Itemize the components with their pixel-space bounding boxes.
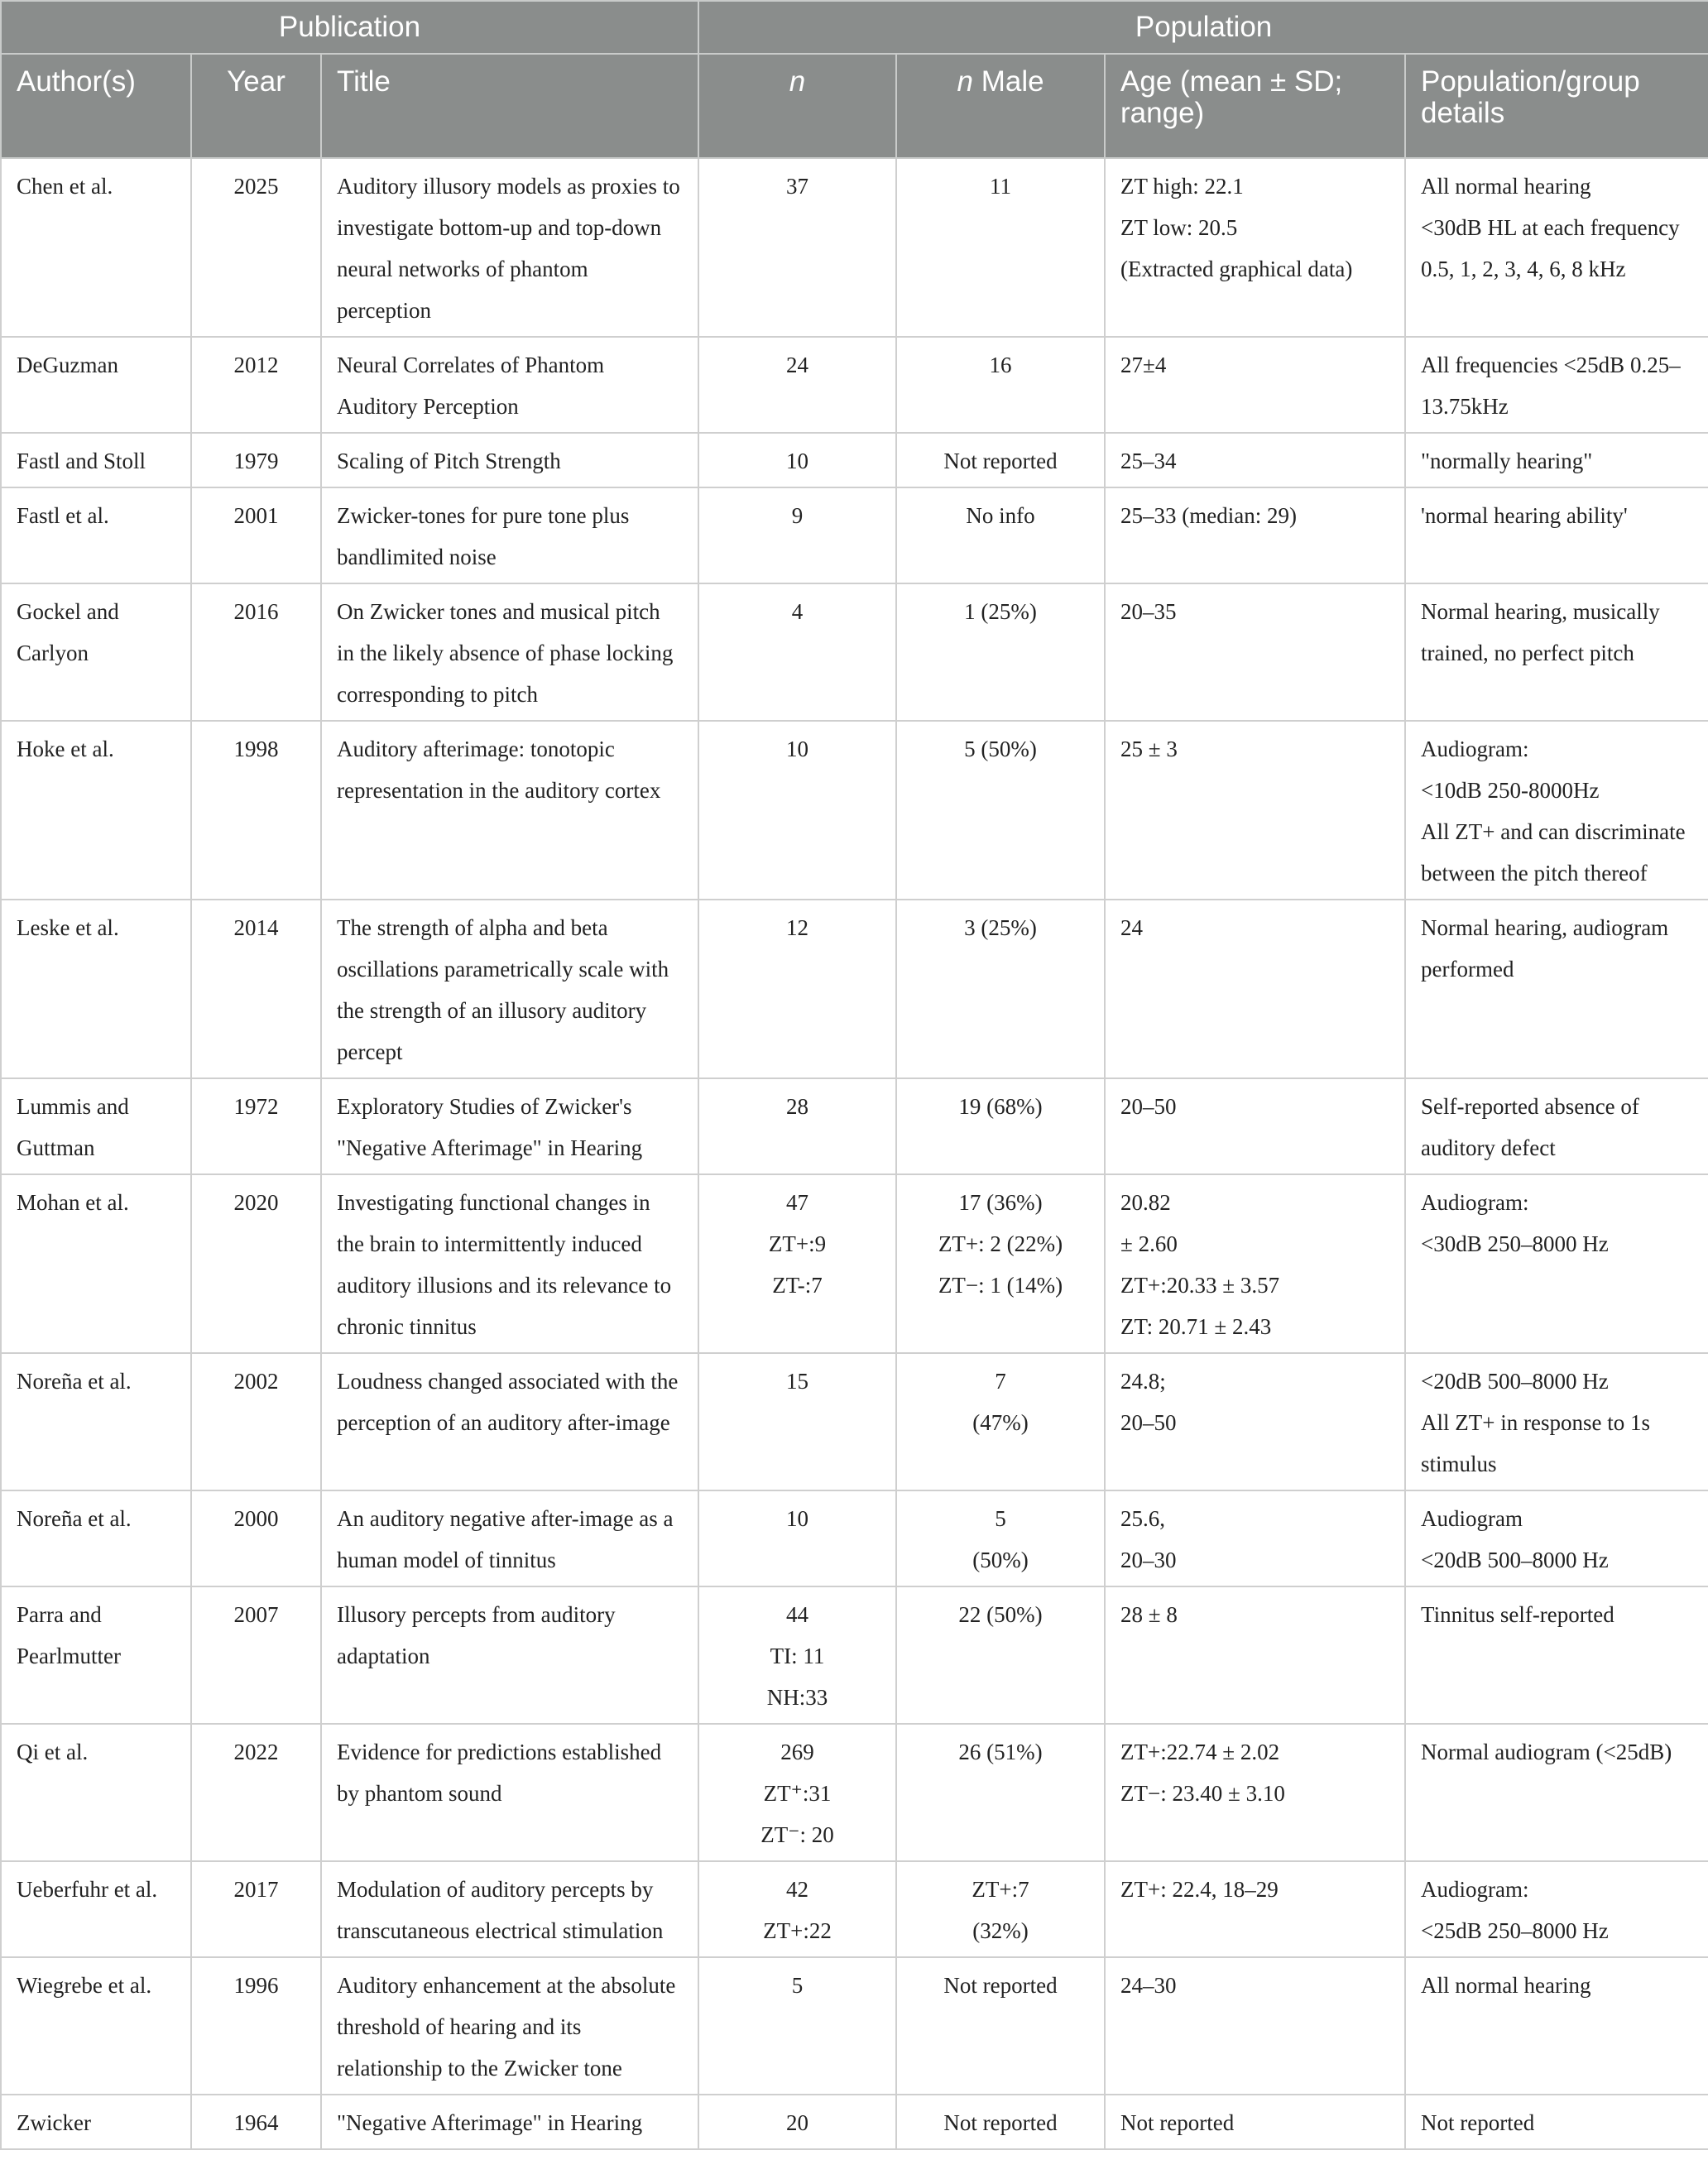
cell-title: "Negative Afterimage" in Hearing — [321, 2095, 698, 2149]
cell-title: The strength of alpha and beta oscillations parametrically scale with the strength of an illusory auditory percept — [321, 900, 698, 1078]
cell-year: 1964 — [191, 2095, 321, 2149]
cell-title: Illusory percepts from auditory adaptation — [321, 1586, 698, 1724]
col-header-details: Population/group details — [1405, 54, 1708, 158]
cell-details — [1405, 583, 1708, 721]
cell-n — [698, 1353, 896, 1490]
cell-details — [1405, 158, 1708, 337]
cell-n-male-line: Not reported — [943, 1973, 1058, 1998]
cell-age-line: 24–30 — [1120, 1973, 1177, 1998]
cell-n — [698, 900, 896, 1078]
cell-age-line: 25 ± 3 — [1120, 737, 1178, 761]
cell-n-male-line: No info — [966, 503, 1035, 528]
cell-n-male-line: ZT+:7 — [972, 1877, 1029, 1902]
cell-details — [1405, 1078, 1708, 1174]
cell-age — [1105, 1078, 1405, 1174]
cell-age-line: (Extracted graphical data) — [1120, 257, 1353, 281]
cell-details-line: Normal audiogram (<25dB) — [1421, 1740, 1672, 1764]
cell-details — [1405, 900, 1708, 1078]
cell-n-line: 9 — [791, 503, 804, 528]
cell-n-male — [896, 1078, 1105, 1174]
cell-age — [1105, 433, 1405, 487]
cell-n — [698, 1078, 896, 1174]
cell-age — [1105, 337, 1405, 433]
cell-details-line: Not reported — [1421, 2110, 1535, 2135]
cell-age — [1105, 1353, 1405, 1490]
cell-n-male-line: Not reported — [943, 2110, 1058, 2135]
cell-age-line: 25–34 — [1120, 449, 1177, 473]
cell-age — [1105, 721, 1405, 900]
cell-age-line: 20–30 — [1120, 1548, 1177, 1572]
cell-n-line: ZT+:22 — [763, 1918, 832, 1943]
cell-n-male-line: 5 — [995, 1506, 1006, 1531]
cell-details — [1405, 1957, 1708, 2095]
cell-details-line: <30dB HL at each frequency 0.5, 1, 2, 3, 4, 6, 8 kHz — [1421, 215, 1680, 281]
cell-author: Fastl et al. — [1, 487, 191, 583]
cell-n — [698, 487, 896, 583]
table-row — [1, 721, 1708, 900]
cell-year: 1979 — [191, 433, 321, 487]
cell-n-male — [896, 900, 1105, 1078]
cell-year: 2014 — [191, 900, 321, 1078]
cell-age-line: 20.82 — [1120, 1190, 1171, 1215]
cell-details — [1405, 1490, 1708, 1586]
table-row — [1, 583, 1708, 721]
cell-details — [1405, 2095, 1708, 2149]
cell-details-line: Normal hearing, musically trained, no perfect pitch — [1421, 599, 1660, 665]
cell-author: Noreña et al. — [1, 1490, 191, 1586]
col-header-n — [698, 54, 896, 158]
col-header-n-text: n — [789, 65, 806, 98]
cell-year: 1996 — [191, 1957, 321, 2095]
cell-n-male — [896, 1174, 1105, 1353]
cell-age-line: 27±4 — [1120, 353, 1167, 377]
cell-n-line: 47 — [786, 1190, 809, 1215]
cell-details — [1405, 1586, 1708, 1724]
col-header-year: Year — [191, 54, 321, 158]
table-row — [1, 1957, 1708, 2095]
col-header-authors: Author(s) — [1, 54, 191, 158]
cell-n-male — [896, 158, 1105, 337]
cell-n-male — [896, 337, 1105, 433]
cell-details-line: Audiogram — [1421, 1506, 1523, 1531]
table-header — [1, 1, 1708, 158]
cell-title: Auditory illusory models as proxies to investigate bottom-up and top-down neural networks of phantom perception — [321, 158, 698, 337]
col-header-n-male-text: Male — [972, 65, 1044, 98]
cell-age-line: 28 ± 8 — [1120, 1602, 1178, 1627]
cell-n-line: 37 — [786, 174, 809, 199]
cell-n — [698, 721, 896, 900]
cell-details-line: <20dB 500–8000 Hz — [1421, 1369, 1609, 1394]
cell-n — [698, 2095, 896, 2149]
cell-details-line: <25dB 250–8000 Hz — [1421, 1918, 1609, 1943]
cell-age — [1105, 487, 1405, 583]
cell-title: An auditory negative after-image as a human model of tinnitus — [321, 1490, 698, 1586]
cell-author: DeGuzman — [1, 337, 191, 433]
cell-n-male-line: 5 (50%) — [964, 737, 1037, 761]
cell-author: Ueberfuhr et al. — [1, 1861, 191, 1957]
cell-n-line: 4 — [791, 599, 804, 624]
cell-age — [1105, 583, 1405, 721]
cell-details-line: <30dB 250–8000 Hz — [1421, 1231, 1609, 1256]
col-header-title: Title — [321, 54, 698, 158]
table-row — [1, 1078, 1708, 1174]
cell-n-line: NH:33 — [766, 1685, 828, 1710]
cell-age-line: Not reported — [1120, 2110, 1235, 2135]
cell-n-male-line: ZT+: 2 (22%) — [938, 1231, 1063, 1256]
cell-n-line: 10 — [786, 449, 809, 473]
cell-n-male-line: 19 (68%) — [958, 1094, 1043, 1119]
cell-details — [1405, 721, 1708, 900]
cell-details-line: All ZT+ and can discriminate between the pitch thereof — [1421, 819, 1686, 886]
cell-title: Loudness changed associated with the perception of an auditory after-image — [321, 1353, 698, 1490]
cell-age-line: 20–50 — [1120, 1410, 1177, 1435]
cell-n-male — [896, 1586, 1105, 1724]
cell-title: Exploratory Studies of Zwicker's "Negative Afterimage" in Hearing — [321, 1078, 698, 1174]
cell-n — [698, 433, 896, 487]
cell-author: Hoke et al. — [1, 721, 191, 900]
cell-n-male — [896, 2095, 1105, 2149]
cell-year: 2002 — [191, 1353, 321, 1490]
table-row — [1, 337, 1708, 433]
cell-year: 2001 — [191, 487, 321, 583]
cell-year: 2017 — [191, 1861, 321, 1957]
cell-age — [1105, 2095, 1405, 2149]
cell-age — [1105, 1174, 1405, 1353]
cell-details — [1405, 1353, 1708, 1490]
table-row — [1, 158, 1708, 337]
cell-n-line: TI: 11 — [770, 1644, 825, 1668]
cell-age-line: 25–33 (median: 29) — [1120, 503, 1297, 528]
cell-year: 2016 — [191, 583, 321, 721]
cell-n-line: 10 — [786, 737, 809, 761]
header-column-row — [1, 54, 1708, 158]
table-row — [1, 1586, 1708, 1724]
cell-age — [1105, 1724, 1405, 1861]
cell-author: Lummis and Guttman — [1, 1078, 191, 1174]
cell-year: 2007 — [191, 1586, 321, 1724]
cell-author: Qi et al. — [1, 1724, 191, 1861]
header-group-publication: Publication — [1, 1, 698, 54]
cell-n-male-line: 1 (25%) — [964, 599, 1037, 624]
cell-title: Auditory afterimage: tonotopic representation in the auditory cortex — [321, 721, 698, 900]
cell-n — [698, 1174, 896, 1353]
cell-n-male — [896, 583, 1105, 721]
cell-details-line: "normally hearing" — [1421, 449, 1593, 473]
table-row — [1, 433, 1708, 487]
cell-age-line: 20–35 — [1120, 599, 1177, 624]
cell-author: Wiegrebe et al. — [1, 1957, 191, 2095]
cell-age-line: 20–50 — [1120, 1094, 1177, 1119]
cell-n-line: ZT⁺:31 — [763, 1781, 832, 1806]
col-header-age: Age (mean ± SD; range) — [1105, 54, 1405, 158]
cell-title: Modulation of auditory percepts by transcutaneous electrical stimulation — [321, 1861, 698, 1957]
cell-details-line: Normal hearing, audiogram performed — [1421, 915, 1669, 982]
cell-n-male-line: 16 — [989, 353, 1012, 377]
cell-n-line: ZT⁻: 20 — [760, 1822, 834, 1847]
table-row — [1, 2095, 1708, 2149]
header-group-population: Population — [698, 1, 1708, 54]
cell-n — [698, 1957, 896, 2095]
cell-n-line: 28 — [786, 1094, 809, 1119]
cell-n-male — [896, 1724, 1105, 1861]
cell-details-line: Audiogram: — [1421, 1877, 1529, 1902]
cell-title: Scaling of Pitch Strength — [321, 433, 698, 487]
cell-n-male — [896, 487, 1105, 583]
cell-n-male-line: (47%) — [972, 1410, 1029, 1435]
cell-details-line: <20dB 500–8000 Hz — [1421, 1548, 1609, 1572]
cell-age-line: ± 2.60 — [1120, 1231, 1178, 1256]
col-header-n-male — [896, 54, 1105, 158]
cell-n-male-line: 26 (51%) — [958, 1740, 1043, 1764]
table-body — [1, 158, 1708, 2149]
cell-age-line: 24 — [1120, 915, 1144, 940]
table-row — [1, 1490, 1708, 1586]
cell-age — [1105, 1586, 1405, 1724]
cell-title: Evidence for predictions established by phantom sound — [321, 1724, 698, 1861]
cell-author: Noreña et al. — [1, 1353, 191, 1490]
cell-n-male-line: (50%) — [972, 1548, 1029, 1572]
cell-details — [1405, 1861, 1708, 1957]
cell-n-line: 42 — [786, 1877, 809, 1902]
cell-n-line: ZT+:9 — [768, 1231, 827, 1256]
cell-age-line: 24.8; — [1120, 1369, 1166, 1394]
cell-details — [1405, 1724, 1708, 1861]
table-row — [1, 1353, 1708, 1490]
cell-age-line: ZT+: 22.4, 18–29 — [1120, 1877, 1279, 1902]
cell-n-male-line: ZT−: 1 (14%) — [938, 1273, 1063, 1298]
cell-author: Fastl and Stoll — [1, 433, 191, 487]
cell-n-male — [896, 1353, 1105, 1490]
cell-n-line: 10 — [786, 1506, 809, 1531]
cell-title: Investigating functional changes in the brain to intermittently induced auditory illusions and its relevance to chronic tinnitus — [321, 1174, 698, 1353]
table-row — [1, 1174, 1708, 1353]
cell-year: 2000 — [191, 1490, 321, 1586]
cell-n-line: 12 — [786, 915, 809, 940]
cell-n-male — [896, 1861, 1105, 1957]
cell-n — [698, 583, 896, 721]
cell-n-male-line: 3 (25%) — [964, 915, 1037, 940]
header-group-row — [1, 1, 1708, 54]
cell-age — [1105, 1957, 1405, 2095]
cell-n-male-line: 7 — [995, 1369, 1006, 1394]
cell-n — [698, 1490, 896, 1586]
cell-year: 2020 — [191, 1174, 321, 1353]
cell-age — [1105, 158, 1405, 337]
cell-details-line: Self-reported absence of auditory defect — [1421, 1094, 1639, 1160]
cell-details-line: Audiogram: — [1421, 737, 1529, 761]
cell-author: Gockel and Carlyon — [1, 583, 191, 721]
cell-age-line: ZT high: 22.1 — [1120, 174, 1244, 199]
cell-year: 2012 — [191, 337, 321, 433]
cell-details-line: All normal hearing — [1421, 174, 1591, 199]
cell-n-line: 44 — [786, 1602, 809, 1627]
cell-details — [1405, 487, 1708, 583]
cell-n-male-line: Not reported — [943, 449, 1058, 473]
cell-year: 1998 — [191, 721, 321, 900]
cell-n — [698, 1861, 896, 1957]
cell-details — [1405, 337, 1708, 433]
cell-title: On Zwicker tones and musical pitch in the likely absence of phase locking corresponding to pitch — [321, 583, 698, 721]
cell-details-line: All ZT+ in response to 1s stimulus — [1421, 1410, 1650, 1476]
cell-author: Zwicker — [1, 2095, 191, 2149]
table-row — [1, 1861, 1708, 1957]
cell-year: 2022 — [191, 1724, 321, 1861]
table-row — [1, 900, 1708, 1078]
cell-n — [698, 1586, 896, 1724]
cell-n-line: 269 — [780, 1740, 814, 1764]
col-header-n-male-italic: n — [957, 65, 973, 98]
cell-details-line: Audiogram: — [1421, 1190, 1529, 1215]
cell-n-male-line: 11 — [990, 174, 1012, 199]
cell-n-line: 5 — [791, 1973, 804, 1998]
cell-n-line: 15 — [786, 1369, 809, 1394]
cell-age-line: ZT: 20.71 ± 2.43 — [1120, 1314, 1272, 1339]
cell-n-line: 20 — [786, 2110, 809, 2135]
cell-n-male-line: (32%) — [972, 1918, 1029, 1943]
cell-n-male-line: 22 (50%) — [958, 1602, 1043, 1627]
cell-age-line: ZT low: 20.5 — [1120, 215, 1238, 240]
cell-age — [1105, 1861, 1405, 1957]
cell-n-line: 24 — [786, 353, 809, 377]
cell-n-line: ZT-:7 — [772, 1273, 823, 1298]
cell-age-line: ZT−: 23.40 ± 3.10 — [1120, 1781, 1285, 1806]
cell-details — [1405, 433, 1708, 487]
cell-details-line: All frequencies <25dB 0.25–13.75kHz — [1421, 353, 1681, 419]
cell-details-line: Tinnitus self-reported — [1421, 1602, 1614, 1627]
cell-details — [1405, 1174, 1708, 1353]
cell-details-line: 'normal hearing ability' — [1421, 503, 1628, 528]
cell-n-male-line: 17 (36%) — [958, 1190, 1043, 1215]
cell-n-male — [896, 433, 1105, 487]
table-row — [1, 1724, 1708, 1861]
cell-author: Parra and Pearlmutter — [1, 1586, 191, 1724]
cell-n — [698, 158, 896, 337]
cell-age-line: ZT+:22.74 ± 2.02 — [1120, 1740, 1280, 1764]
cell-n-male — [896, 1490, 1105, 1586]
cell-title: Auditory enhancement at the absolute threshold of hearing and its relationship to the Zwicker tone — [321, 1957, 698, 2095]
cell-age-line: 25.6, — [1120, 1506, 1166, 1531]
cell-author: Leske et al. — [1, 900, 191, 1078]
cell-author: Chen et al. — [1, 158, 191, 337]
cell-author: Mohan et al. — [1, 1174, 191, 1353]
cell-title: Zwicker-tones for pure tone plus bandlimited noise — [321, 487, 698, 583]
table-row — [1, 487, 1708, 583]
cell-details-line: All normal hearing — [1421, 1973, 1591, 1998]
cell-details-line: <10dB 250-8000Hz — [1421, 778, 1600, 803]
cell-title: Neural Correlates of Phantom Auditory Perception — [321, 337, 698, 433]
cell-age — [1105, 900, 1405, 1078]
cell-n-male — [896, 1957, 1105, 2095]
cell-age — [1105, 1490, 1405, 1586]
cell-year: 1972 — [191, 1078, 321, 1174]
cell-n-male — [896, 721, 1105, 900]
cell-age-line: ZT+:20.33 ± 3.57 — [1120, 1273, 1280, 1298]
cell-n — [698, 337, 896, 433]
cell-n — [698, 1724, 896, 1861]
cell-year: 2025 — [191, 158, 321, 337]
